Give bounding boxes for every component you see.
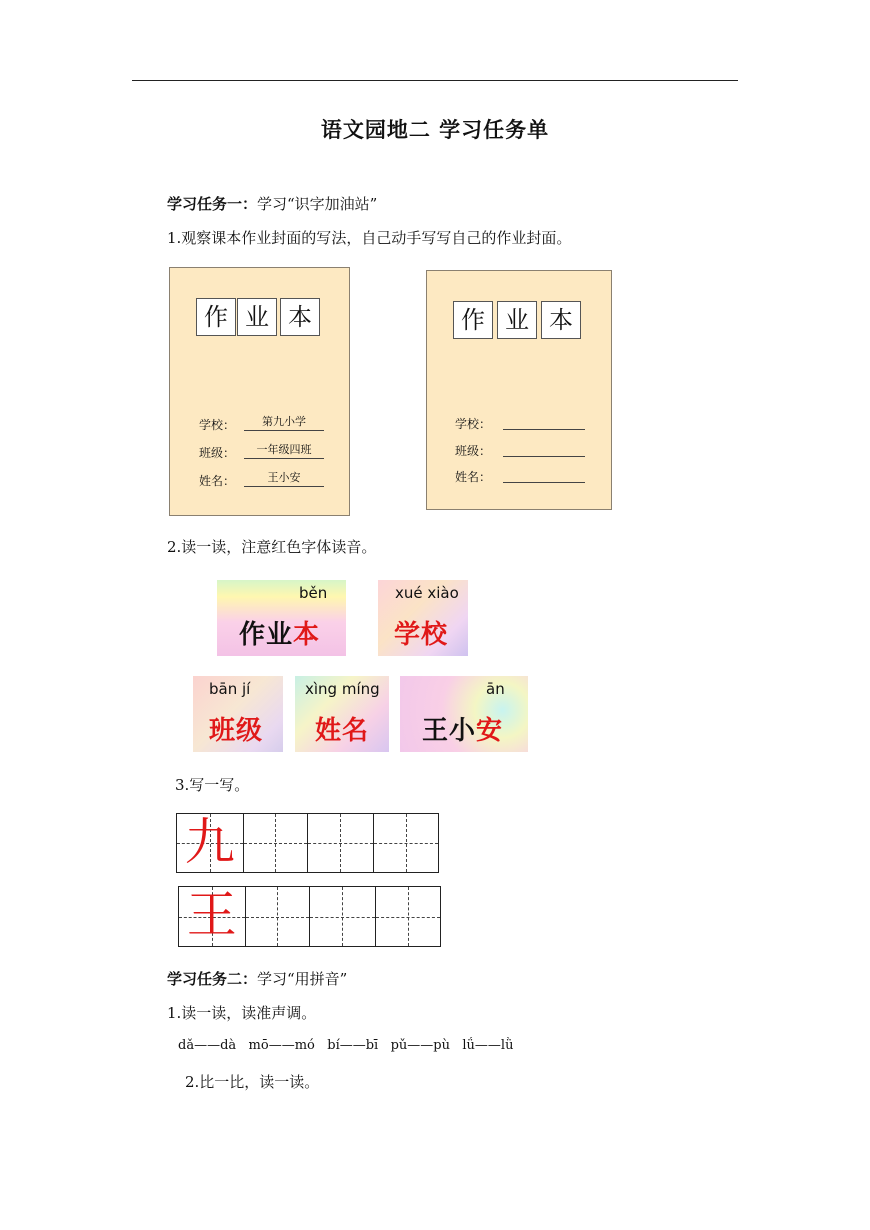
card-pinyin: ān (486, 680, 505, 698)
card-hanzi (422, 710, 503, 747)
field-value-class: 一年级四班 (244, 442, 324, 459)
grid-cell[interactable] (245, 887, 310, 946)
cover-char-box: 本 (280, 298, 320, 336)
pinyin-card (217, 580, 346, 656)
grid-cell[interactable] (375, 887, 441, 946)
card-pinyin: xué xiào (395, 584, 459, 602)
cover-char-box: 业 (497, 301, 537, 339)
hanzi-red: 安 (476, 716, 504, 746)
card-hanzi (239, 614, 320, 651)
hanzi-plain: 王小 (422, 716, 477, 746)
writing-grid-row (176, 813, 439, 873)
hanzi-red: 学校 (394, 620, 449, 650)
task2-heading (167, 968, 347, 989)
grid-cell[interactable] (307, 814, 373, 872)
hanzi-red: 本 (293, 620, 321, 650)
cover-char-box: 业 (237, 298, 277, 336)
pinyin-card (378, 580, 468, 656)
field-label-school: 学校： (455, 417, 492, 431)
grid-cell[interactable] (309, 887, 375, 946)
pinyin-card (295, 676, 389, 752)
grid-cell-model (179, 887, 245, 946)
grid-cell[interactable] (373, 814, 439, 872)
task1-heading-text: 学习“识字加油站” (257, 195, 378, 213)
blank-field-name[interactable] (503, 466, 585, 483)
card-pinyin: bān jí (209, 680, 251, 698)
cover-char-box: 本 (541, 301, 581, 339)
hanzi-red: 姓名 (315, 716, 370, 746)
field-label-name: 姓名： (199, 474, 236, 488)
pinyin-card (193, 676, 283, 752)
field-label-class: 班级： (455, 444, 492, 458)
card-pinyin: běn (299, 584, 328, 602)
cover-char-box: 作 (196, 298, 236, 336)
tone-pairs: dǎ——dà mō——mó bí——bī pǔ——pù lǘ——lǜ (178, 1038, 514, 1053)
model-char: 王 (186, 886, 237, 944)
task1-heading (167, 193, 377, 214)
page-title: 语文园地二 学习任务单 (320, 118, 550, 142)
blank-field-school[interactable] (503, 413, 585, 430)
task2-item1: 1.读一读，读准声调。 (167, 1004, 317, 1022)
task1-heading-label: 学习任务一： (167, 195, 258, 213)
field-value-school: 第九小学 (244, 414, 324, 431)
writing-grid-row (178, 886, 441, 947)
card-hanzi (394, 614, 448, 651)
homework-cover-example (169, 267, 350, 516)
task1-item3: 3.写一写。 (175, 776, 250, 794)
field-value-name: 王小安 (244, 470, 324, 487)
cover-char-box: 作 (453, 301, 493, 339)
task1-item1: 1.观察课本作业封面的写法，自己动手写写自己的作业封面。 (167, 229, 572, 247)
card-hanzi (209, 710, 263, 747)
task1-item2: 2.读一读，注意红色字体读音。 (167, 538, 377, 556)
task2-heading-label: 学习任务二： (167, 970, 258, 988)
grid-cell-model (177, 814, 243, 872)
field-label-school: 学校： (199, 418, 236, 432)
hanzi-red: 班级 (209, 716, 264, 746)
homework-cover-blank (426, 270, 612, 510)
top-rule (132, 80, 738, 81)
blank-field-class[interactable] (503, 440, 585, 457)
hanzi-plain: 作业 (239, 620, 294, 650)
card-hanzi (315, 710, 369, 747)
pinyin-card (400, 676, 528, 752)
task2-item2: 2.比一比，读一读。 (185, 1073, 320, 1091)
field-label-name: 姓名： (455, 470, 492, 484)
field-label-class: 班级： (199, 446, 236, 460)
task2-heading-text: 学习“用拼音” (257, 970, 348, 988)
model-char: 九 (184, 813, 235, 871)
grid-cell[interactable] (243, 814, 308, 872)
card-pinyin: xìng míng (305, 680, 380, 698)
